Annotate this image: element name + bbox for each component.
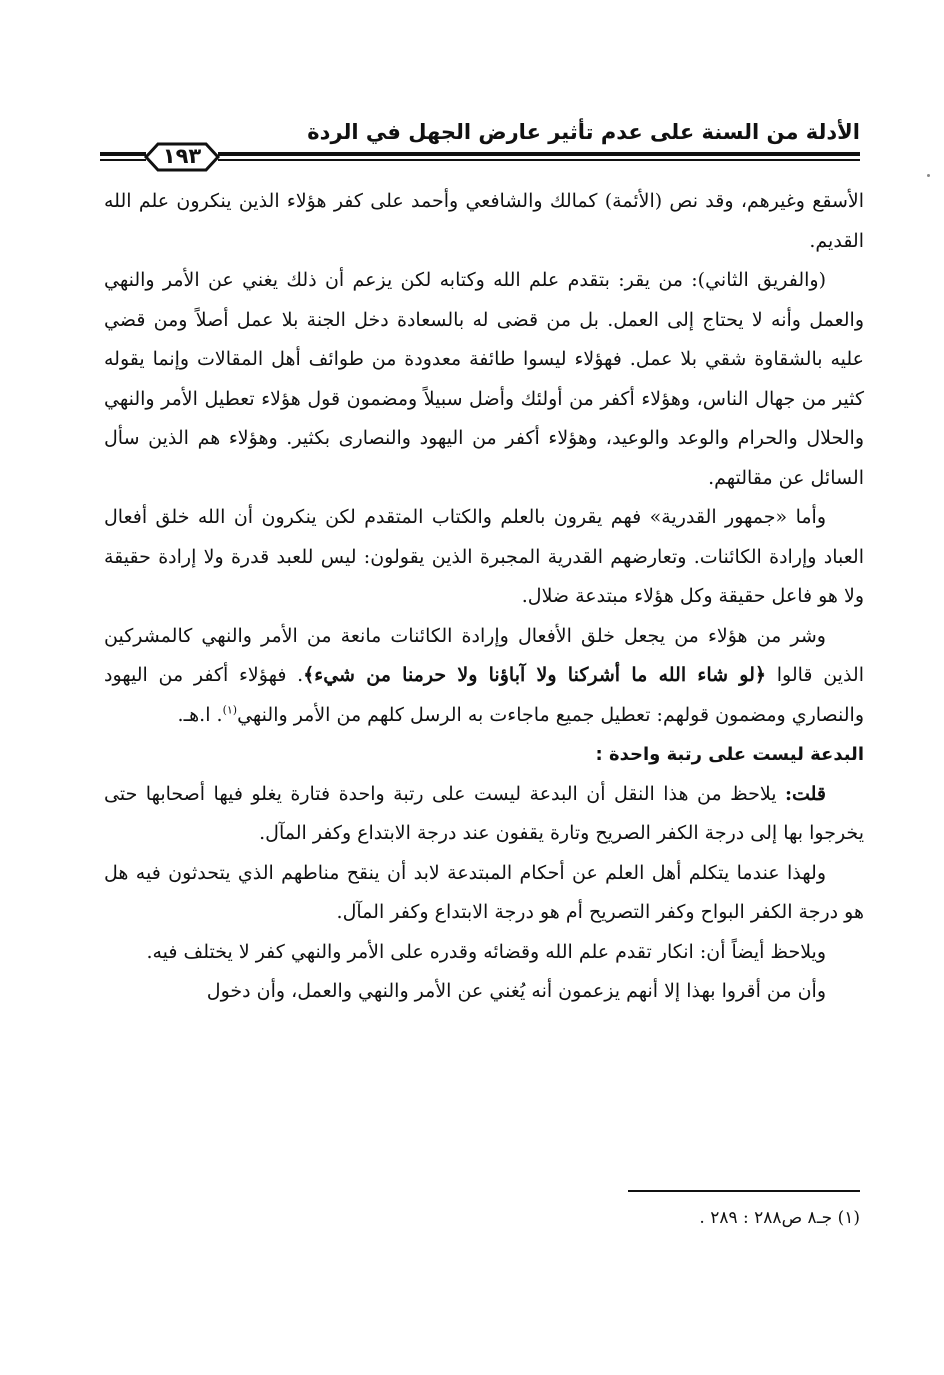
header-rule-left-thin — [100, 159, 146, 161]
paragraph-7: ويلاحظ أيضاً أن: انكار تقدم علم الله وقضائه وقدره على الأمر والنهي كفر لا يختلف فيه. — [146, 940, 826, 963]
footnote-rule — [628, 1190, 860, 1192]
header-rule-thick — [218, 152, 860, 156]
paragraph-5-lead: قلت: — [784, 782, 826, 805]
footnote-reference: (١) — [222, 703, 238, 717]
paragraph-5 — [104, 775, 864, 854]
section-subheading: البدعة ليست على رتبة واحدة : — [595, 744, 864, 765]
page-number: ١٩٣ — [162, 144, 202, 168]
running-header-title: الأدلة من السنة على عدم تأثير عارض الجهل في الردة — [307, 120, 860, 144]
paragraph-1: الأسقع وغيرهم، وقد نص (الأئمة) كمالك والشافعي وأحمد على كفر هؤلاء الذين ينكرون علم الله القديم. — [104, 190, 864, 252]
paragraph-6: ولهذا عندما يتكلم أهل العلم عن أحكام المبتدعة لابد أن ينقح مناطهم الذي يتحدثون فيه هل هو درجة الكفر البواح وكفر التصريح أم هو درجة الابتداع وكفر المآل. — [104, 861, 864, 923]
paragraph-8: وأن من أقروا بهذا إلا أنهم يزعمون أنه يُغني عن الأمر والنهي والعمل، وأن دخول — [206, 980, 826, 1002]
paragraph-4-start: وشر من هؤلاء من يجعل خلق الأفعال وإرادة الكائنات مانعة من الأمر والنهي كالمشركين الذين قالوا — [104, 624, 864, 686]
paragraph-4-tail: . ا.هـ. — [177, 703, 223, 726]
scan-speck — [927, 174, 930, 177]
header-rule-thin — [218, 159, 860, 161]
paragraph-3: وأما «جمهور القدرية» فهم يقرون بالعلم والكتاب المتقدم لكن ينكرون أن الله خلق أفعال العباد وإرادة الكائنات. وتعارضهم القدرية المجبرة الذين يقولون: ليس للعبد قدرة ولا إرادة حقيقة ولا هو فاعل حقيقة وكل هؤلاء مبتدعة ضلال. — [104, 506, 864, 607]
footnote: (١) جـ٨ ص٢٨٨ : ٢٨٩ . — [699, 1208, 860, 1228]
paragraph-2: (والفريق الثاني): من يقر: بتقدم علم الله وكتابه لكن يزعم أن ذلك يغني عن الأمر والنهي والعمل وأنه لا يحتاج إلى العمل. بل من قضى له بالسعادة دخل الجنة بلا عمل أصلاً ومن قضي عليه بالشقاوة شقي بلا عمل. فهؤلاء ليسوا طائفة معدودة من طوائف أهل المقالات وإنما يقوله كثير من جهال الناس، وهؤلاء أكفر من أولئك وأضل سبيلاً ومضمون قول هؤلاء تعطيل الأمر والنهي والحلال والحرام والوعد والوعيد، وهؤلاء أكفر من اليهود والنصارى بكثير. وهؤلاء هم الذين سأل السائل عن مقالتهم. — [104, 269, 864, 489]
quran-quote: ﴿لو شاء الله ما أشركنا ولا آباؤنا ولا حرمنا من شيء﴾ — [303, 664, 767, 686]
paragraph-5-text: يلاحظ من هذا النقل أن البدعة ليست على رتبة واحدة فتارة يغلو فيها أصحابها حتى يخرجوا بها إلى درجة الكفر الصريح وتارة يقفون عند درجة الابتداع وكفر المآل. — [104, 782, 864, 844]
header-rule-left-thick — [100, 152, 146, 156]
paragraph-4-end: . فهؤلاء أكفر من اليهود والنصاري ومضمون قولهم: تعطيل جميع ماجاءت به الرسل كلهم من الأمر والنهي — [104, 664, 864, 726]
page-body — [104, 182, 864, 1012]
paragraph-4 — [104, 617, 864, 736]
